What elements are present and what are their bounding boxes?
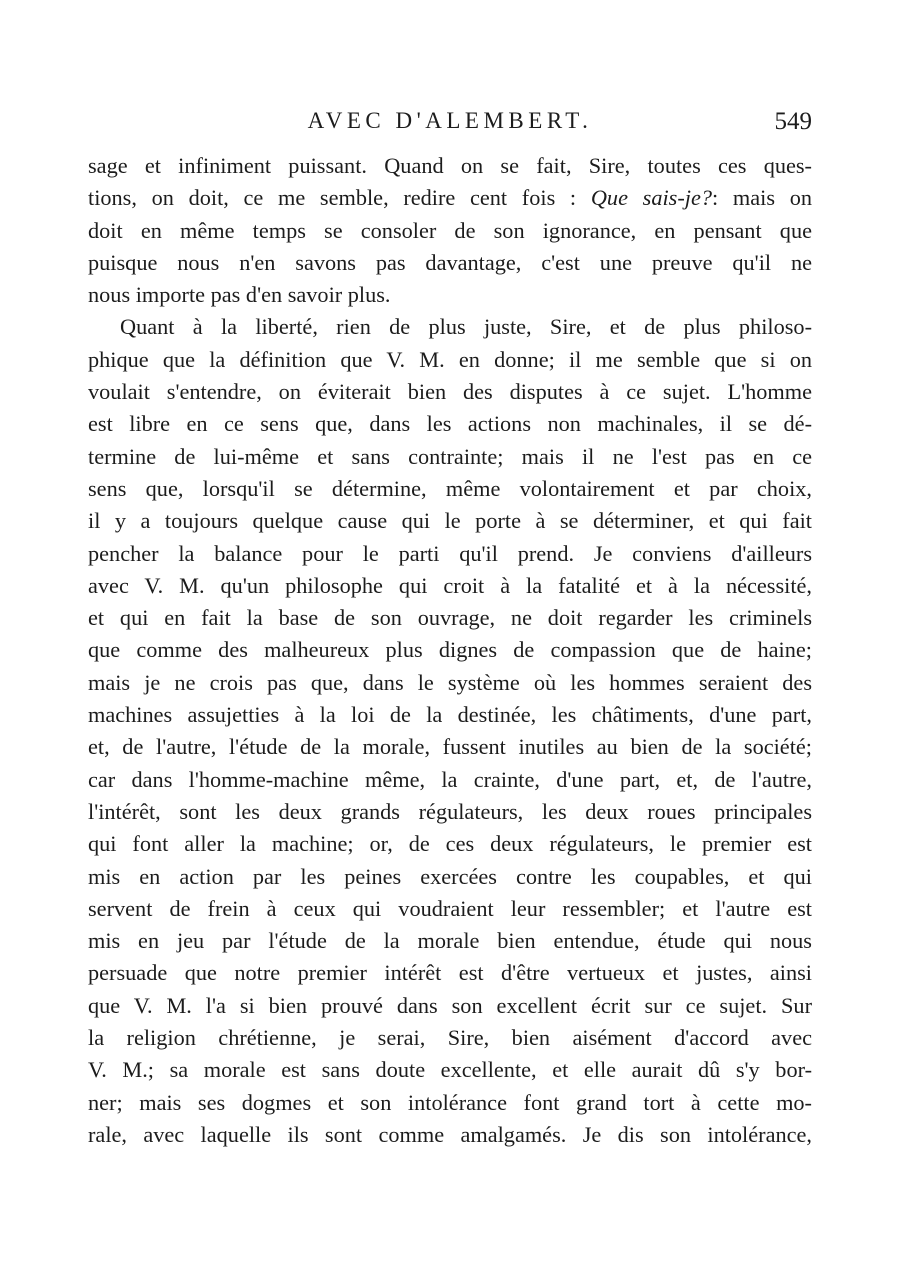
text-line: que V. M. l'a si bien prouvé dans son excellent écrit sur ce sujet. Sur — [88, 992, 812, 1018]
paragraph — [88, 311, 812, 1151]
text-line: et qui en fait la base de son ouvrage, ne doit regarder les criminels — [88, 605, 812, 631]
text-span: : mais on — [712, 185, 812, 211]
text-line: et, de l'autre, l'étude de la morale, fussent inutiles au bien de la société; — [88, 734, 812, 760]
paragraph — [88, 150, 812, 311]
text-line: Quant à la liberté, rien de plus juste, Sire, et de plus philoso- — [120, 314, 812, 340]
text-span: tions, on doit, ce me semble, redire cent fois : — [88, 185, 577, 211]
text-line: persuade que notre premier intérêt est d'être vertueux et justes, ainsi — [88, 960, 812, 986]
text-line — [88, 182, 812, 214]
text-line: mais je ne crois pas que, dans le système où les hommes seraient des — [88, 669, 812, 695]
text-line: sage et infiniment puissant. Quand on se fait, Sire, toutes ces ques- — [88, 153, 812, 178]
text-line: mis en action par les peines exercées contre les coupables, et qui — [88, 863, 812, 889]
text-line: avec V. M. qu'un philosophe qui croit à la fatalité et à la nécessité, — [88, 572, 812, 598]
text-line: machines assujetties à la loi de la destinée, les châtiments, d'une part, — [88, 702, 812, 728]
body-text — [88, 150, 812, 1151]
text-line: que comme des malheureux plus dignes de compassion que de haine; — [88, 637, 812, 663]
text-line: l'intérêt, sont les deux grands régulateurs, les deux roues principales — [88, 798, 812, 824]
text-line: sens que, lorsqu'il se détermine, même volontairement et par choix, — [88, 475, 812, 501]
text-line: est libre en ce sens que, dans les actions non machinales, il se dé- — [88, 411, 812, 437]
text-line: V. M.; sa morale est sans doute excellente, et elle aurait dû s'y bor- — [88, 1057, 812, 1083]
text-line: car dans l'homme-machine même, la crainte, d'une part, et, de l'autre, — [88, 766, 812, 792]
text-line: qui font aller la machine; or, de ces deux régulateurs, le premier est — [88, 831, 812, 857]
italic-phrase: Que sais-je? — [590, 185, 713, 211]
text-line: ner; mais ses dogmes et son intolérance font grand tort à cette mo- — [88, 1089, 812, 1115]
text-line: servent de frein à ceux qui voudraient leur ressembler; et l'autre est — [88, 895, 812, 921]
text-line: nous importe pas d'en savoir plus. — [88, 282, 391, 308]
text-line: mis en jeu par l'étude de la morale bien entendue, étude qui nous — [88, 928, 812, 954]
text-line: termine de lui-même et sans contrainte; mais il ne l'est pas en ce — [88, 443, 812, 469]
text-line: doit en même temps se consoler de son ignorance, en pensant que — [88, 217, 812, 243]
page-number: 549 — [774, 108, 812, 135]
text-line: la religion chrétienne, je serai, Sire, bien aisément d'accord avec — [88, 1025, 812, 1051]
text-line: puisque nous n'en savons pas davantage, c'est une preuve qu'il ne — [88, 249, 812, 275]
text-line: rale, avec laquelle ils sont comme amalgamés. Je dis son intolérance, — [88, 1121, 812, 1147]
text-line: il y a toujours quelque cause qui le porte à se déterminer, et qui fait — [88, 508, 812, 534]
text-line: voulait s'entendre, on éviterait bien des disputes à ce sujet. L'homme — [88, 379, 812, 405]
running-title: AVEC D'ALEMBERT. — [307, 108, 593, 133]
running-head — [88, 108, 812, 142]
text-line: pencher la balance pour le parti qu'il prend. Je conviens d'ailleurs — [88, 540, 812, 566]
text-line: phique que la définition que V. M. en donne; il me semble que si on — [88, 346, 812, 372]
